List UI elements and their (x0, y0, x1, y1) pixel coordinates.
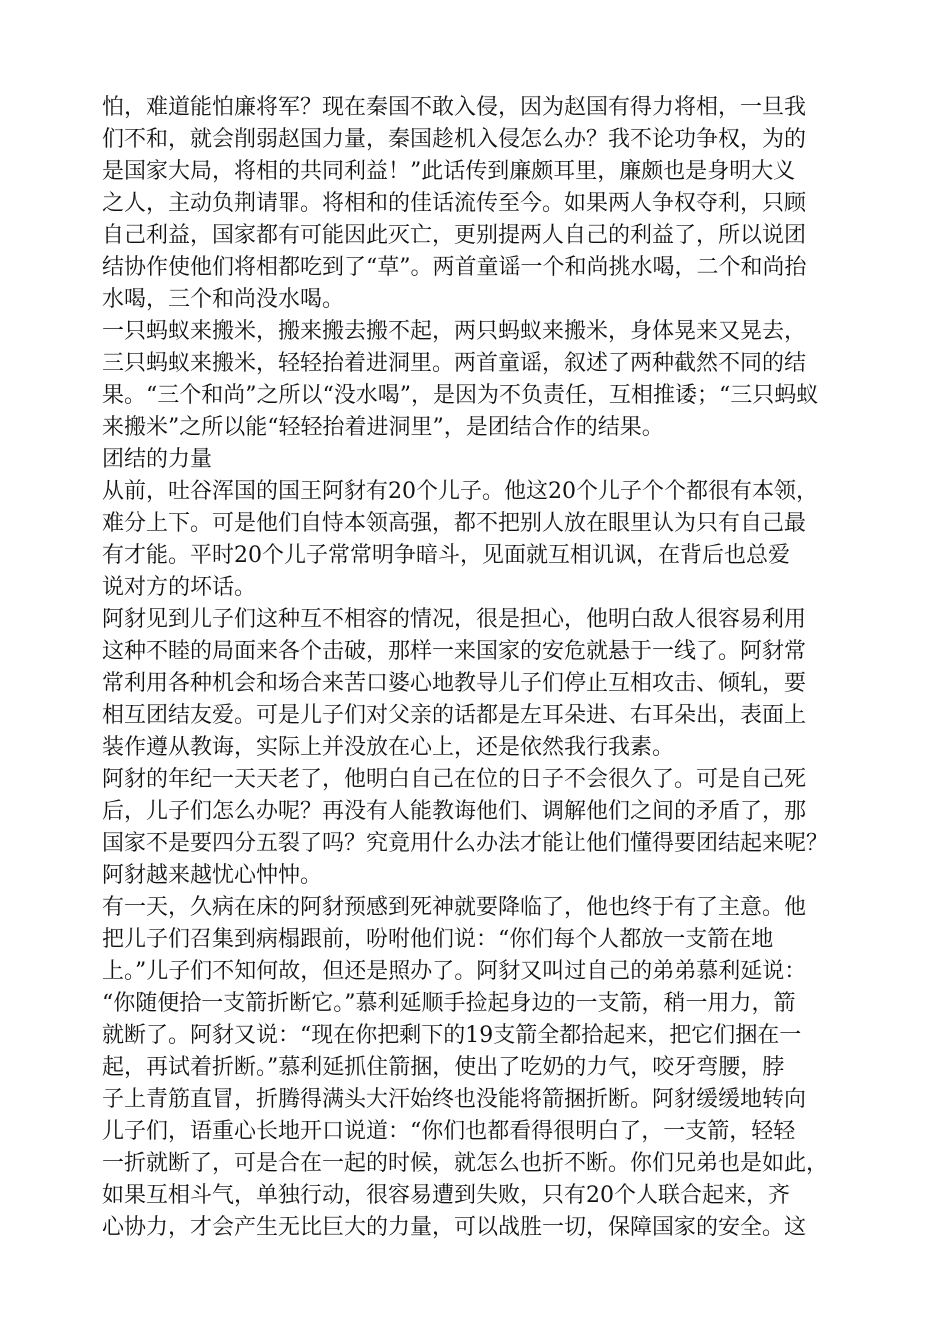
text-line: 阿豺的年纪一天天老了，他明白自己在位的日子不会很久了。可是自己死 (102, 767, 807, 792)
document-body (102, 92, 862, 1244)
text-line: 团结的力量 (102, 447, 213, 472)
text-line: 怕，难道能怕廉将军？现在秦国不敢入侵，因为赵国有得力将相，一旦我 (102, 95, 807, 120)
text-line: 是国家大局，将相的共同利益！”此话传到廉颇耳里，廉颇也是身明大义 (102, 159, 796, 184)
text-line: 国家不是要四分五裂了吗？究竟用什么办法才能让他们懂得要团结起来呢？ (102, 831, 829, 856)
text-line: 后，儿子们怎么办呢？再没有人能教诲他们、调解他们之间的矛盾了，那 (102, 799, 807, 824)
text-line: 有一天，久病在床的阿豺预感到死神就要降临了，他也终于有了主意。他 (102, 895, 807, 920)
text-line: 一只蚂蚁来搬米，搬来搬去搬不起，两只蚂蚁来搬米，身体晃来又晃去， (102, 319, 807, 344)
text-line: 阿豺越来越忧心忡忡。 (102, 863, 323, 888)
text-line: 们不和，就会削弱赵国力量，秦国趁机入侵怎么办？我不论功争权，为的 (102, 127, 807, 152)
text-line: 难分上下。可是他们自恃本领高强，都不把别人放在眼里认为只有自己最 (102, 511, 807, 536)
text-line: 常利用各种机会和场合来苦口婆心地教导儿子们停止互相攻击、倾轧，要 (102, 671, 807, 696)
text-line: 儿子们，语重心长地开口说道：“你们也都看得很明白了，一支箭，轻轻 (102, 1119, 796, 1144)
text-line: 自己利益，国家都有可能因此灭亡，更别提两人自己的利益了，所以说团 (102, 223, 807, 248)
text-line: 子上青筋直冒，折腾得满头大汗始终也没能将箭捆折断。阿豺缓缓地转向 (102, 1087, 807, 1112)
text-line: 结协作使他们将相都吃到了“草”。两首童谣一个和尚挑水喝，二个和尚抬 (102, 255, 807, 280)
text-line: 把儿子们召集到病榻跟前，吩咐他们说：“你们每个人都放一支箭在地 (102, 927, 774, 952)
text-line: 阿豺见到儿子们这种互不相容的情况，很是担心，他明白敌人很容易利用 (102, 607, 807, 632)
text-line: 上。”儿子们不知何故，但还是照办了。阿豺又叫过自己的弟弟慕利延说： (102, 959, 807, 984)
text-line: 就断了。阿豺又说：“现在你把剩下的19支箭全都拾起来，把它们捆在一 (102, 1023, 802, 1048)
text-line: 如果互相斗气，单独行动，很容易遭到失败，只有20个人联合起来，齐 (102, 1183, 790, 1208)
text-line: 相互团结友爱。可是儿子们对父亲的话都是左耳朵进、右耳朵出，表面上 (102, 703, 807, 728)
text-line: 心协力，才会产生无比巨大的力量，可以战胜一切，保障国家的安全。这 (102, 1215, 807, 1240)
text-line: 来搬米”之所以能“轻轻抬着进洞里”，是团结合作的结果。 (102, 415, 664, 440)
text-line: 果。“三个和尚”之所以“没水喝”，是因为不负责任，互相推诿；“三只蚂蚁 (102, 383, 819, 408)
text-line: 说对方的坏话。 (102, 575, 257, 600)
text-line: “你随便拾一支箭折断它。”慕利延顺手捡起身边的一支箭，稍一用力，箭 (102, 991, 796, 1016)
text-line: 一折就断了，可是合在一起的时候，就怎么也折不断。你们兄弟也是如此， (102, 1151, 829, 1176)
text-line: 水喝，三个和尚没水喝。 (102, 287, 345, 312)
text-line: 从前，吐谷浑国的国王阿豺有20个儿子。他这20个儿子个个都很有本领， (102, 479, 818, 504)
text-line: 有才能。平时20个儿子常常明争暗斗，见面就互相讥讽，在背后也总爱 (102, 543, 790, 568)
text-line: 装作遵从教诲，实际上并没放在心上，还是依然我行我素。 (102, 735, 675, 760)
text-line: 起，再试着折断。”慕利延抓住箭捆，使出了吃奶的力气，咬牙弯腰，脖 (102, 1055, 785, 1080)
text-line: 这种不睦的局面来各个击破，那样一来国家的安危就悬于一线了。阿豺常 (102, 639, 807, 664)
text-line: 三只蚂蚁来搬米，轻轻抬着进洞里。两首童谣，叙述了两种截然不同的结 (102, 351, 807, 376)
text-line: 之人，主动负荆请罪。将相和的佳话流传至今。如果两人争权夺利，只顾 (102, 191, 807, 216)
